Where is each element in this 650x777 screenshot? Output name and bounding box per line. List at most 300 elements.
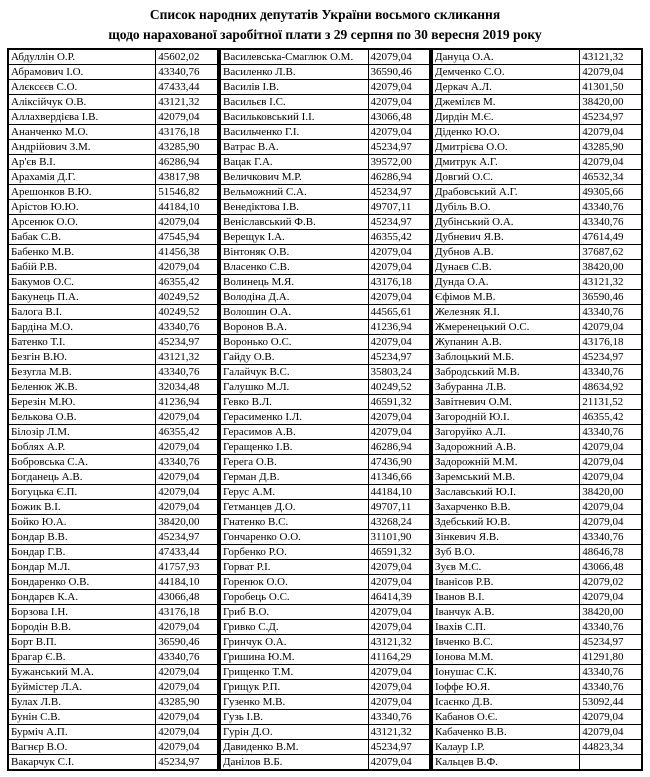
deputy-name: Ватрас В.А. [220, 140, 368, 155]
table-row [220, 650, 430, 665]
salary-amount: 42079,04 [580, 65, 642, 80]
salary-amount: 43340,76 [156, 365, 218, 380]
table-row [8, 395, 218, 410]
salary-amount: 36590,46 [368, 65, 430, 80]
table-row [432, 620, 642, 635]
deputy-name: Бужанський М.А. [8, 665, 156, 680]
salary-amount: 43176,18 [368, 275, 430, 290]
table-row [220, 710, 430, 725]
deputy-name: Горбенко Р.О. [220, 545, 368, 560]
salary-amount: 43121,32 [580, 49, 642, 65]
table-row [8, 650, 218, 665]
deputy-name: Гурін Д.О. [220, 725, 368, 740]
table-row [220, 755, 430, 771]
salary-amount: 41456,38 [156, 245, 218, 260]
salary-amount: 44184,10 [156, 575, 218, 590]
deputy-name: Борт В.П. [8, 635, 156, 650]
salary-amount: 40249,52 [156, 290, 218, 305]
salary-amount: 43121,32 [580, 275, 642, 290]
salary-amount: 46286,94 [368, 440, 430, 455]
table-row [432, 575, 642, 590]
table-row [432, 605, 642, 620]
deputy-name: Ар'єв В.І. [8, 155, 156, 170]
table-row [432, 740, 642, 755]
salary-amount: 43121,32 [156, 350, 218, 365]
salary-amount: 46355,42 [580, 410, 642, 425]
table-row [432, 560, 642, 575]
table-row [220, 425, 430, 440]
deputy-name: Галайчук В.С. [220, 365, 368, 380]
deputy-name: Володіна Д.А. [220, 290, 368, 305]
table-row [432, 260, 642, 275]
table-row [8, 215, 218, 230]
deputy-name: Задорожний А.В. [432, 440, 580, 455]
deputy-name: Гончаренко О.О. [220, 530, 368, 545]
table-row [8, 155, 218, 170]
table-row [8, 755, 218, 771]
salary-amount: 43340,76 [580, 680, 642, 695]
deputy-name: Батенко Т.І. [8, 335, 156, 350]
salary-amount: 37687,62 [580, 245, 642, 260]
deputy-name: Іванов В.І. [432, 590, 580, 605]
table-row [432, 710, 642, 725]
salary-amount: 49305,66 [580, 185, 642, 200]
salary-amount: 40249,52 [156, 305, 218, 320]
salary-amount: 43340,76 [156, 650, 218, 665]
salary-amount: 42079,04 [368, 80, 430, 95]
table-row [432, 215, 642, 230]
table-row [8, 335, 218, 350]
deputy-name: Богданець А.В. [8, 470, 156, 485]
deputy-name: Бурміч А.П. [8, 725, 156, 740]
salary-amount: 45234,97 [368, 215, 430, 230]
salary-amount: 43817,98 [156, 170, 218, 185]
deputy-name: Алєксєєв С.О. [8, 80, 156, 95]
table-row [432, 530, 642, 545]
table-row [432, 725, 642, 740]
table-row [8, 49, 218, 65]
table-row [432, 65, 642, 80]
table-row [220, 125, 430, 140]
salary-amount: 35803,24 [368, 365, 430, 380]
salary-amount: 42079,04 [580, 470, 642, 485]
salary-amount: 43121,32 [368, 725, 430, 740]
salary-amount: 21131,52 [580, 395, 642, 410]
salary-amount: 45234,97 [580, 350, 642, 365]
deputy-name: Воронько О.С. [220, 335, 368, 350]
deputy-name: Драбовський А.Г. [432, 185, 580, 200]
table-row [8, 125, 218, 140]
salary-table-right [431, 48, 643, 771]
salary-amount: 47433,44 [156, 80, 218, 95]
deputy-name: Кальцев В.Ф. [432, 755, 580, 771]
salary-amount: 45234,97 [580, 635, 642, 650]
deputy-name: Захарченко В.В. [432, 500, 580, 515]
deputy-name: Бунін С.В. [8, 710, 156, 725]
salary-amount: 42079,04 [580, 515, 642, 530]
salary-amount: 43340,76 [580, 305, 642, 320]
table-row [220, 260, 430, 275]
deputy-name: Вагнєр В.О. [8, 740, 156, 755]
deputy-name: Геращенко І.В. [220, 440, 368, 455]
table-row [432, 665, 642, 680]
salary-amount: 43066,48 [580, 560, 642, 575]
deputy-name: Герман Д.В. [220, 470, 368, 485]
table-row [220, 200, 430, 215]
salary-amount: 45234,97 [156, 755, 218, 771]
table-row [8, 680, 218, 695]
table-row [220, 49, 430, 65]
salary-amount: 41291,80 [580, 650, 642, 665]
salary-amount: 43285,90 [156, 140, 218, 155]
table-row [432, 185, 642, 200]
salary-amount: 42079,04 [368, 125, 430, 140]
salary-amount: 47436,90 [368, 455, 430, 470]
deputy-name: Березін М.Ю. [8, 395, 156, 410]
table-row [220, 620, 430, 635]
table-row [432, 500, 642, 515]
deputy-name: Борзова І.Н. [8, 605, 156, 620]
salary-amount: 42079,04 [580, 500, 642, 515]
table-row [432, 95, 642, 110]
table-row [220, 335, 430, 350]
deputy-name: Забродський М.В. [432, 365, 580, 380]
table-row [8, 440, 218, 455]
deputy-name: Беленюк Ж.В. [8, 380, 156, 395]
table-row [8, 605, 218, 620]
table-row [8, 665, 218, 680]
salary-amount: 42079,04 [156, 665, 218, 680]
table-row [432, 395, 642, 410]
deputy-name: Бабенко М.В. [8, 245, 156, 260]
salary-amount: 43340,76 [156, 455, 218, 470]
deputy-name: Горобець О.С. [220, 590, 368, 605]
table-row [8, 185, 218, 200]
deputy-name: Дирдін М.Є. [432, 110, 580, 125]
salary-amount: 42079,04 [368, 290, 430, 305]
deputy-name: Гривко С.Д. [220, 620, 368, 635]
table-row [8, 230, 218, 245]
salary-amount: 42079,04 [580, 455, 642, 470]
table-row [220, 65, 430, 80]
deputy-name: Гриб В.О. [220, 605, 368, 620]
salary-amount: 46532,34 [580, 170, 642, 185]
salary-amount: 42079,04 [368, 680, 430, 695]
deputy-name: Гузенко М.В. [220, 695, 368, 710]
table-row [432, 410, 642, 425]
table-row [8, 500, 218, 515]
deputy-name: Бойко Ю.А. [8, 515, 156, 530]
table-row [220, 545, 430, 560]
table-row [432, 275, 642, 290]
deputy-name: Гетманцев Д.О. [220, 500, 368, 515]
salary-amount: 43176,18 [580, 335, 642, 350]
deputy-name: Грищенко Т.М. [220, 665, 368, 680]
deputy-name: Галушко М.Л. [220, 380, 368, 395]
salary-amount: 46355,42 [156, 275, 218, 290]
salary-amount: 43176,18 [156, 125, 218, 140]
deputy-name: Вельможний С.А. [220, 185, 368, 200]
document-title [0, 0, 650, 48]
table-row [432, 695, 642, 710]
table-row [432, 635, 642, 650]
deputy-name: Абдуллін О.Р. [8, 49, 156, 65]
deputy-name: Железняк Я.І. [432, 305, 580, 320]
salary-amount: 46591,32 [368, 395, 430, 410]
table-row [432, 155, 642, 170]
deputy-name: Гришина Ю.М. [220, 650, 368, 665]
deputy-name: Власенко С.В. [220, 260, 368, 275]
deputy-name: Зуєв М.С. [432, 560, 580, 575]
salary-amount: 41236,94 [368, 320, 430, 335]
deputy-name: Зуб В.О. [432, 545, 580, 560]
salary-amount: 31101,90 [368, 530, 430, 545]
salary-amount: 42079,04 [368, 425, 430, 440]
salary-amount: 43340,76 [156, 320, 218, 335]
deputy-name: Боблях А.Р. [8, 440, 156, 455]
deputy-name: Загородній Ю.І. [432, 410, 580, 425]
deputy-name: Забуранна Л.В. [432, 380, 580, 395]
deputy-name: Дунаєв С.В. [432, 260, 580, 275]
salary-amount: 43268,24 [368, 515, 430, 530]
title-line-1: Список народних депутатів України восьмого скликання [149, 7, 501, 22]
salary-amount: 42079,04 [580, 710, 642, 725]
deputy-name: Івченко В.С. [432, 635, 580, 650]
deputy-name: Іоффе Ю.Я. [432, 680, 580, 695]
table-row [8, 260, 218, 275]
deputy-name: Завітневич О.М. [432, 395, 580, 410]
salary-amount: 42079,04 [580, 125, 642, 140]
table-row [8, 545, 218, 560]
salary-table-middle [219, 48, 431, 771]
deputy-name: Балога В.І. [8, 305, 156, 320]
table-row [8, 305, 218, 320]
deputy-name: Андрійович З.М. [8, 140, 156, 155]
table-row [432, 200, 642, 215]
salary-amount: 42079,04 [368, 410, 430, 425]
deputy-name: Заславський Ю.І. [432, 485, 580, 500]
deputy-name: Брагар Є.В. [8, 650, 156, 665]
salary-amount: 42079,02 [580, 575, 642, 590]
table-row [432, 650, 642, 665]
deputy-name: Ананченко М.О. [8, 125, 156, 140]
deputy-name: Зінкевич Я.В. [432, 530, 580, 545]
table-row [220, 455, 430, 470]
salary-amount: 42079,04 [156, 620, 218, 635]
salary-amount: 42079,04 [156, 680, 218, 695]
deputy-name: Абрамович І.О. [8, 65, 156, 80]
salary-amount: 42079,04 [580, 725, 642, 740]
salary-amount: 42079,04 [368, 575, 430, 590]
table-row [220, 275, 430, 290]
table-row [220, 245, 430, 260]
table-row [8, 80, 218, 95]
salary-amount: 42079,04 [156, 110, 218, 125]
deputy-name: Бакунець П.А. [8, 290, 156, 305]
salary-amount: 43340,76 [368, 710, 430, 725]
salary-amount: 46286,94 [368, 170, 430, 185]
salary-amount: 42079,04 [580, 320, 642, 335]
table-row [220, 395, 430, 410]
table-row [220, 80, 430, 95]
table-row [220, 290, 430, 305]
table-row [432, 470, 642, 485]
deputy-name: Іонушас С.К. [432, 665, 580, 680]
deputy-name: Дубнов А.В. [432, 245, 580, 260]
deputy-name: Гнатенко В.С. [220, 515, 368, 530]
salary-amount: 43066,48 [156, 590, 218, 605]
salary-amount: 46591,32 [368, 545, 430, 560]
deputy-name: Васильковський І.І. [220, 110, 368, 125]
table-row [220, 740, 430, 755]
deputy-name: Джемілєв М. [432, 95, 580, 110]
salary-amount: 43340,76 [580, 425, 642, 440]
table-row [8, 515, 218, 530]
salary-amount: 42079,04 [156, 740, 218, 755]
deputy-name: Венедіктова І.В. [220, 200, 368, 215]
salary-amount: 47433,44 [156, 545, 218, 560]
deputy-name: Здебський Ю.В. [432, 515, 580, 530]
table-row [220, 575, 430, 590]
table-row [8, 410, 218, 425]
deputy-name: Бондар М.Л. [8, 560, 156, 575]
salary-amount: 46414,39 [368, 590, 430, 605]
table-row [220, 515, 430, 530]
deputy-name: Бондар В.В. [8, 530, 156, 545]
salary-amount: 42079,04 [368, 605, 430, 620]
salary-amount: 45234,97 [368, 140, 430, 155]
deputy-name: Верещук І.А. [220, 230, 368, 245]
table-row [220, 605, 430, 620]
deputy-name: Белькова О.В. [8, 410, 156, 425]
salary-amount: 43340,76 [580, 200, 642, 215]
salary-amount: 42079,04 [368, 49, 430, 65]
table-row [220, 500, 430, 515]
table-row [432, 80, 642, 95]
deputy-name: Бондарєв К.А. [8, 590, 156, 605]
salary-amount: 42079,04 [156, 440, 218, 455]
table-row [8, 635, 218, 650]
salary-amount: 32034,48 [156, 380, 218, 395]
table-row [220, 695, 430, 710]
deputy-name: Вакарчук С.І. [8, 755, 156, 771]
deputy-name: Василевська-Смаглюк О.М. [220, 49, 368, 65]
deputy-name: Заблоцький М.Б. [432, 350, 580, 365]
table-row [220, 170, 430, 185]
deputy-name: Бондаренко О.В. [8, 575, 156, 590]
salary-amount: 42079,04 [368, 560, 430, 575]
deputy-name: Арахамія Д.Г. [8, 170, 156, 185]
deputy-name: Васильєв І.С. [220, 95, 368, 110]
table-row [432, 230, 642, 245]
deputy-name: Божик В.І. [8, 500, 156, 515]
deputy-name: Довгий О.С. [432, 170, 580, 185]
deputy-name: Арсенюк О.О. [8, 215, 156, 230]
table-row [432, 245, 642, 260]
table-row [8, 365, 218, 380]
deputy-name: Гринчук О.А. [220, 635, 368, 650]
table-row [8, 470, 218, 485]
deputy-name: Васильченко Г.І. [220, 125, 368, 140]
table-row [220, 380, 430, 395]
salary-amount: 42079,04 [156, 470, 218, 485]
deputy-name: Бабій Р.В. [8, 260, 156, 275]
deputy-name: Герасименко І.Л. [220, 410, 368, 425]
deputy-name: Грищук Р.П. [220, 680, 368, 695]
table-row [432, 125, 642, 140]
deputy-name: Іванісов Р.В. [432, 575, 580, 590]
deputy-name: Волошин О.А. [220, 305, 368, 320]
table-row [8, 350, 218, 365]
salary-amount: 49707,11 [368, 500, 430, 515]
salary-amount: 44184,10 [368, 485, 430, 500]
deputy-name: Демченко С.О. [432, 65, 580, 80]
deputy-name: Бондар Г.В. [8, 545, 156, 560]
table-row [8, 140, 218, 155]
deputy-name: Гайду О.В. [220, 350, 368, 365]
table-row [220, 410, 430, 425]
table-row [220, 725, 430, 740]
salary-amount: 45234,97 [368, 185, 430, 200]
deputy-name: Дубіль В.О. [432, 200, 580, 215]
salary-amount: 42079,04 [156, 215, 218, 230]
deputy-name: Богуцька Є.П. [8, 485, 156, 500]
salary-amount: 42079,04 [156, 410, 218, 425]
salary-amount: 40249,52 [368, 380, 430, 395]
deputy-name: Калаур І.Р. [432, 740, 580, 755]
table-row [432, 49, 642, 65]
table-row [220, 215, 430, 230]
salary-amount: 38420,00 [156, 515, 218, 530]
salary-amount: 42079,04 [580, 155, 642, 170]
table-row [432, 425, 642, 440]
salary-amount: 42079,04 [368, 260, 430, 275]
salary-amount: 49707,11 [368, 200, 430, 215]
table-row [8, 200, 218, 215]
salary-amount: 36590,46 [156, 635, 218, 650]
salary-amount: 43340,76 [580, 530, 642, 545]
deputy-name: Дубінський О.А. [432, 215, 580, 230]
salary-amount: 38420,00 [580, 605, 642, 620]
deputy-name: Герасимов А.В. [220, 425, 368, 440]
deputy-name: Івахів С.П. [432, 620, 580, 635]
deputy-name: Булах Л.В. [8, 695, 156, 710]
salary-amount: 51546,82 [156, 185, 218, 200]
salary-amount: 42079,04 [580, 440, 642, 455]
deputy-name: Заремський М.В. [432, 470, 580, 485]
salary-amount: 41301,50 [580, 80, 642, 95]
table-row [432, 365, 642, 380]
table-row [432, 545, 642, 560]
deputy-name: Аллахвердієва І.В. [8, 110, 156, 125]
deputy-name: Жупанин А.В. [432, 335, 580, 350]
salary-amount: 42079,04 [368, 335, 430, 350]
table-row [220, 320, 430, 335]
deputy-name: Воронов В.А. [220, 320, 368, 335]
deputy-name: Веніславський Ф.В. [220, 215, 368, 230]
table-row [8, 425, 218, 440]
salary-amount: 45234,97 [368, 350, 430, 365]
deputy-name: Білозір Л.М. [8, 425, 156, 440]
salary-amount: 42079,04 [156, 485, 218, 500]
table-row [432, 515, 642, 530]
salary-amount: 42079,04 [368, 95, 430, 110]
title-line-2: щодо нарахованої заробітної плати з 29 серпня по 30 вересня 2019 року [108, 26, 542, 42]
table-row [8, 575, 218, 590]
table-row [8, 380, 218, 395]
table-row [432, 380, 642, 395]
salary-amount: 43121,32 [368, 635, 430, 650]
